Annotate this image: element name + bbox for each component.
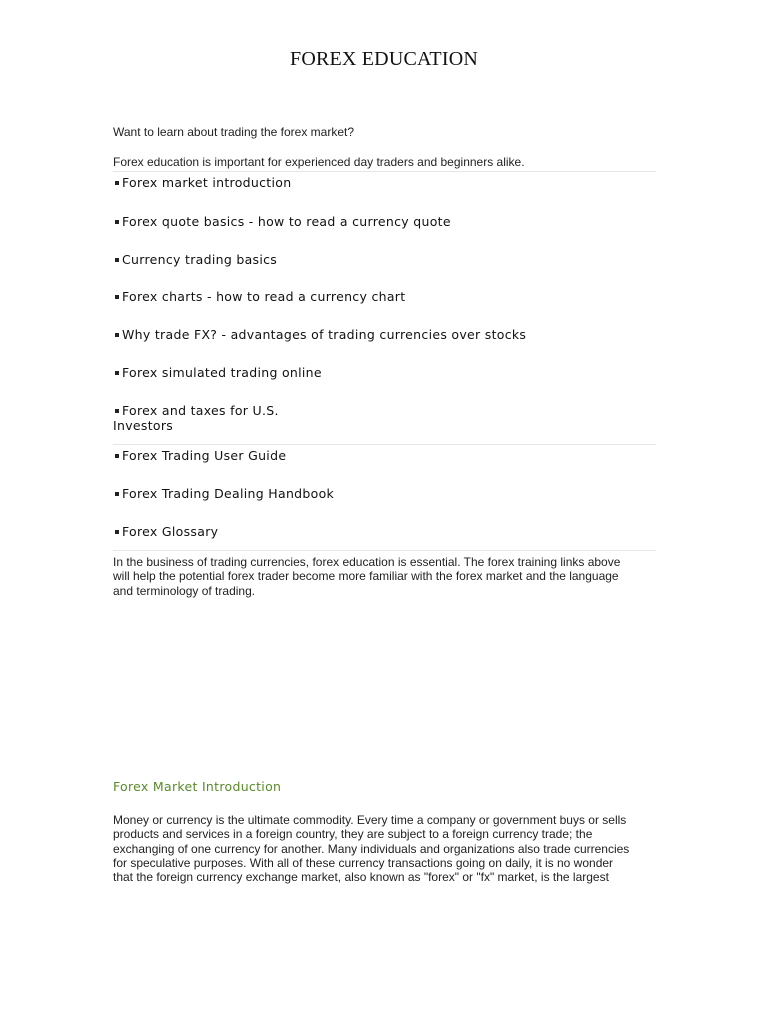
intro-statement: Forex education is important for experienced day traders and beginners alike. <box>113 155 525 169</box>
paragraph-line: that the foreign currency exchange market, also known as "forex" or "fx" market, is the largest <box>113 870 609 885</box>
divider <box>113 171 656 172</box>
link-currency-trading-basics[interactable]: Currency trading basics <box>113 252 277 267</box>
summary-line: In the business of trading currencies, forex education is essential. The forex training links above <box>113 555 621 569</box>
paragraph-line: products and services in a foreign country, they are subject to a foreign currency trade; the <box>113 827 593 842</box>
link-forex-glossary[interactable]: Forex Glossary <box>113 524 218 539</box>
page-title: FOREX EDUCATION <box>290 48 478 70</box>
link-why-trade-fx[interactable]: Why trade FX? - advantages of trading currencies over stocks <box>113 327 526 342</box>
divider <box>113 444 656 445</box>
paragraph-line: exchanging of one currency for another. Many individuals and organizations also trade currencies <box>113 841 630 856</box>
intro-question: Want to learn about trading the forex market? <box>113 125 355 139</box>
paragraph-line: Money or currency is the ultimate commodity. Every time a company or government buys or sells <box>113 813 627 827</box>
bullet-icon <box>115 371 119 375</box>
paragraph-line: for speculative purposes. With all of these currency transactions going on daily, it is no wonder <box>113 855 614 870</box>
bullet-icon <box>115 333 119 337</box>
section-paragraph <box>113 813 658 884</box>
bullet-icon <box>115 454 119 458</box>
section-heading: Forex Market Introduction <box>113 779 282 794</box>
bullet-icon <box>115 530 119 534</box>
link-forex-quote-basics[interactable]: Forex quote basics - how to read a currency quote <box>113 214 451 229</box>
bullet-icon <box>115 409 119 413</box>
bullet-icon <box>115 220 119 224</box>
summary-line: will help the potential forex trader become more familiar with the forex market and the language <box>113 569 619 584</box>
link-forex-trading-user-guide[interactable]: Forex Trading User Guide <box>113 448 286 463</box>
bullet-icon <box>115 295 119 299</box>
bullet-icon <box>115 492 119 496</box>
divider <box>113 550 656 551</box>
bullet-icon <box>115 258 119 262</box>
summary-paragraph <box>113 555 658 598</box>
bullet-icon <box>115 181 119 185</box>
link-forex-and-taxes[interactable]: Forex and taxes for U.S. Investors <box>113 403 279 433</box>
link-forex-market-introduction[interactable]: Forex market introduction <box>113 175 291 190</box>
summary-line: and terminology of trading. <box>113 583 256 598</box>
link-forex-trading-dealing-handbook[interactable]: Forex Trading Dealing Handbook <box>113 486 334 501</box>
link-forex-simulated-trading[interactable]: Forex simulated trading online <box>113 365 322 380</box>
link-forex-charts[interactable]: Forex charts - how to read a currency chart <box>113 289 405 304</box>
